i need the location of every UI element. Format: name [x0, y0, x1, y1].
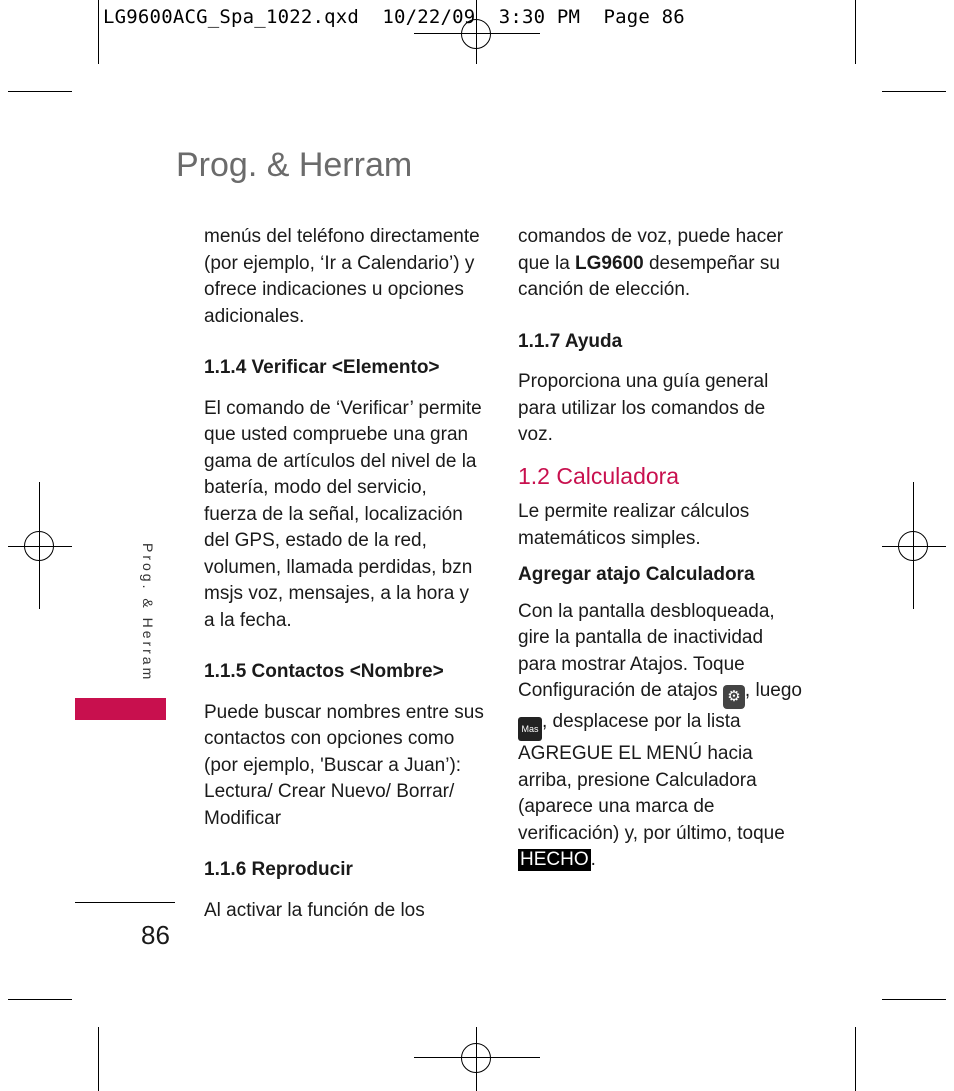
file-slug: LG9600ACG_Spa_1022.qxd 10/22/09 3:30 PM Page 86	[103, 6, 685, 28]
crop-mark-bottom-left-h	[8, 999, 72, 1000]
paragraph: Con la pantalla desbloqueada, gire la pantalla de inactividad para mostrar Atajos. Toque Configuración de atajos ⚙ , luego Mas , desplacese por la lista AGREGUE EL MENÚ hacia arriba, presione Calculadora (aparece una marca de verificación) y, por último, toque HECHO .	[518, 600, 802, 870]
crop-mark-bottom-left-v	[98, 1027, 99, 1091]
page-number: 86	[141, 920, 170, 950]
mas-icon: Mas	[518, 717, 542, 741]
section-heading-calculadora: 1.2 Calculadora	[518, 462, 680, 489]
paragraph: Al activar la función de los	[204, 899, 425, 921]
side-tab-label: Prog. & Herram	[140, 543, 156, 683]
side-tab-bar	[75, 698, 166, 720]
section-heading-contactos: 1.1.5 Contactos <Nombre>	[204, 661, 444, 682]
paragraph: El comando de ‘Verificar’ permite que usted compruebe una gran gama de artículos del nivel de la batería, modo del servicio, fuerza de la señal, localización del GPS, estado de la red, volumen, llamada perdidas, bzn msjs voz, mensajes, a la hora y a la fecha.	[204, 397, 482, 631]
crop-mark-top-right-v	[855, 0, 856, 64]
paragraph: Puede buscar nombres entre sus contactos con opciones como (por ejemplo, 'Buscar a Juan’): Lectura/ Crear Nuevo/ Borrar/ Modificar	[204, 701, 484, 829]
footer-rule	[75, 902, 175, 903]
subheading-agregar-atajo: Agregar atajo Calculadora	[518, 564, 755, 585]
model-name: LG9600	[575, 252, 644, 274]
crop-mark-bottom-right-v	[855, 1027, 856, 1091]
section-heading-ayuda: 1.1.7 Ayuda	[518, 330, 623, 352]
section-heading-reproducir: 1.1.6 Reproducir	[204, 859, 353, 880]
hecho-button-label: HECHO	[520, 849, 589, 870]
page-title: Prog. & Herram	[176, 146, 413, 184]
crop-mark-top-right-h	[882, 91, 946, 92]
crop-mark-bottom-right-h	[882, 999, 946, 1000]
right-column	[518, 224, 803, 874]
crop-mark-top-left-h	[8, 91, 72, 92]
section-heading-verificar: 1.1.4 Verificar <Elemento>	[204, 357, 440, 378]
crop-mark-top-left-v	[98, 0, 99, 64]
paragraph: Proporciona una guía general para utilizar los comandos de voz.	[518, 371, 769, 445]
paragraph: Le permite realizar cálculos matemáticos simples.	[518, 501, 750, 549]
gear-icon: ⚙	[723, 685, 745, 709]
paragraph: menús del teléfono directamente (por ejemplo, ‘Ir a Calendario’) y ofrece indicaciones u opciones adicionales.	[204, 226, 480, 327]
paragraph: comandos de voz, puede hacer que la LG9600 desempeñar su canción de elección.	[518, 226, 784, 300]
left-column	[204, 224, 484, 924]
